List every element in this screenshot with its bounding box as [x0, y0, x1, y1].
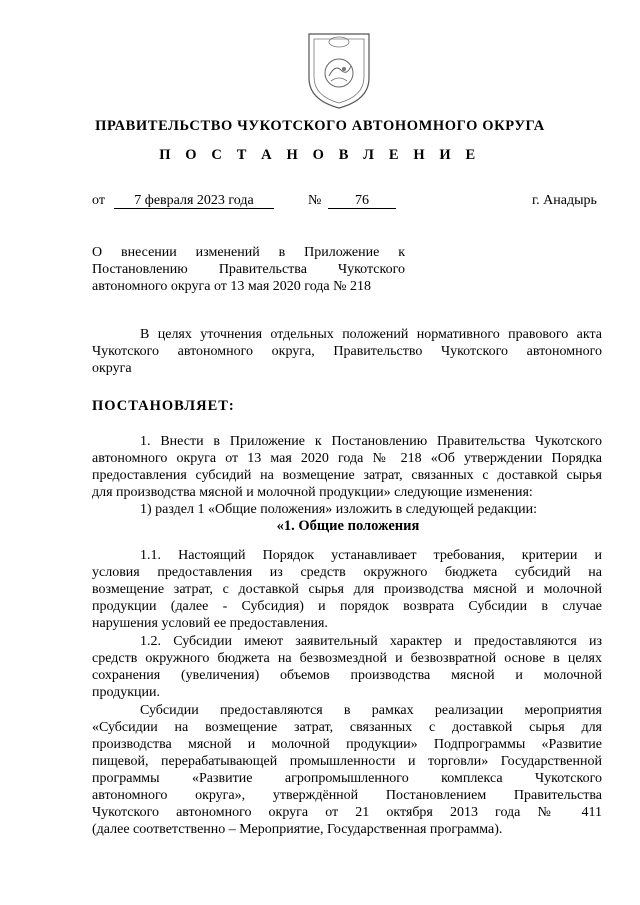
- paragraph-line: нарушения условий ее предоставления.: [92, 616, 328, 631]
- paragraph-line: 1.2. Субсидии имеют заявительный характер и предоставляются из: [140, 634, 602, 649]
- paragraph-line: Чукотского автономного округа от 21 октября 2013 года № 411: [92, 805, 602, 820]
- subject-line: автономного округа от 13 мая 2020 года № 218: [92, 279, 371, 294]
- paragraph-line: производства мясной и молочной продукции» Подпрограммы «Развитие: [92, 737, 602, 752]
- subject-line: Постановлению Правительства Чукотского: [92, 262, 405, 277]
- preamble-line: округа: [92, 361, 132, 376]
- item-1: [92, 433, 602, 518]
- paragraph-line: Субсидии предоставляются в рамках реализации мероприятия: [140, 703, 602, 718]
- date-field: [114, 193, 274, 209]
- preamble-line: В целях уточнения отдельных положений нормативного правового акта: [140, 327, 602, 342]
- paragraph-line: продукции.: [92, 685, 160, 700]
- paragraph-1-2: [92, 633, 602, 701]
- paragraph-line: продукции (далее - Субсидия) и порядок возврата Субсидии в случае: [92, 599, 602, 614]
- document-number: 76: [328, 193, 396, 209]
- preamble-line: Чукотского автономного округа, Правительство Чукотского автономного: [92, 344, 602, 359]
- government-name: ПРАВИТЕЛЬСТВО ЧУКОТСКОГО АВТОНОМНОГО ОКРУГА: [95, 118, 545, 134]
- paragraph-line: сохранения (увеличения) объемов производства мясной и молочной: [92, 668, 602, 683]
- paragraph-line: средств окружного бюджета на безвозмездной и безвозвратной основе в целях: [92, 651, 602, 666]
- paragraph-line: программы «Развитие агропромышленного комплекса Чукотского: [92, 771, 602, 786]
- paragraph-line: 1.1. Настоящий Порядок устанавливает требования, критерии и: [140, 548, 602, 563]
- item-line: для производства мясной и молочной продукции» следующие изменения:: [92, 485, 533, 500]
- preamble: [92, 326, 602, 377]
- number-label: №: [308, 193, 322, 208]
- document-subject: [92, 244, 405, 295]
- decree-word: ПОСТАНОВЛЯЕТ:: [92, 398, 235, 414]
- paragraph-line: «Субсидии на возмещение затрат, связанных с доставкой сырья для: [92, 720, 602, 735]
- from-label: от: [92, 193, 105, 208]
- paragraph-line: пищевой, перерабатывающей промышленности и торговли» Государственной: [92, 754, 602, 769]
- document-date: 7 февраля 2023 года: [114, 193, 274, 209]
- paragraph-line: условия предоставления из средств окружного бюджета субсидий на: [92, 565, 602, 580]
- document-type: П О С Т А Н О В Л Е Н И Е: [159, 147, 481, 163]
- number-field: [328, 193, 396, 209]
- paragraph-1-1: [92, 547, 602, 632]
- section-heading: «1. Общие положения: [276, 518, 420, 534]
- item-line: предоставления субсидий на возмещение затрат, связанных с доставкой сырья: [92, 468, 602, 483]
- city: г. Анадырь: [532, 193, 597, 208]
- paragraph-line: возмещение затрат, с доставкой сырья для производства мясной и молочной: [92, 582, 602, 597]
- paragraph-line: (далее соответственно – Мероприятие, Государственная программа).: [92, 822, 503, 837]
- item-line: 1) раздел 1 «Общие положения» изложить в следующей редакции:: [140, 502, 538, 517]
- coat-of-arms-emblem: [305, 28, 373, 112]
- item-line: автономного округа от 13 мая 2020 года № 218 «Об утверждении Порядка: [92, 451, 602, 466]
- item-line: 1. Внести в Приложение к Постановлению Правительства Чукотского: [140, 434, 602, 449]
- subject-line: О внесении изменений в Приложение к: [92, 245, 405, 260]
- paragraph-line: автономного округа», утверждённой Постановлением Правительства: [92, 788, 602, 803]
- paragraph-subsidies: [92, 702, 602, 838]
